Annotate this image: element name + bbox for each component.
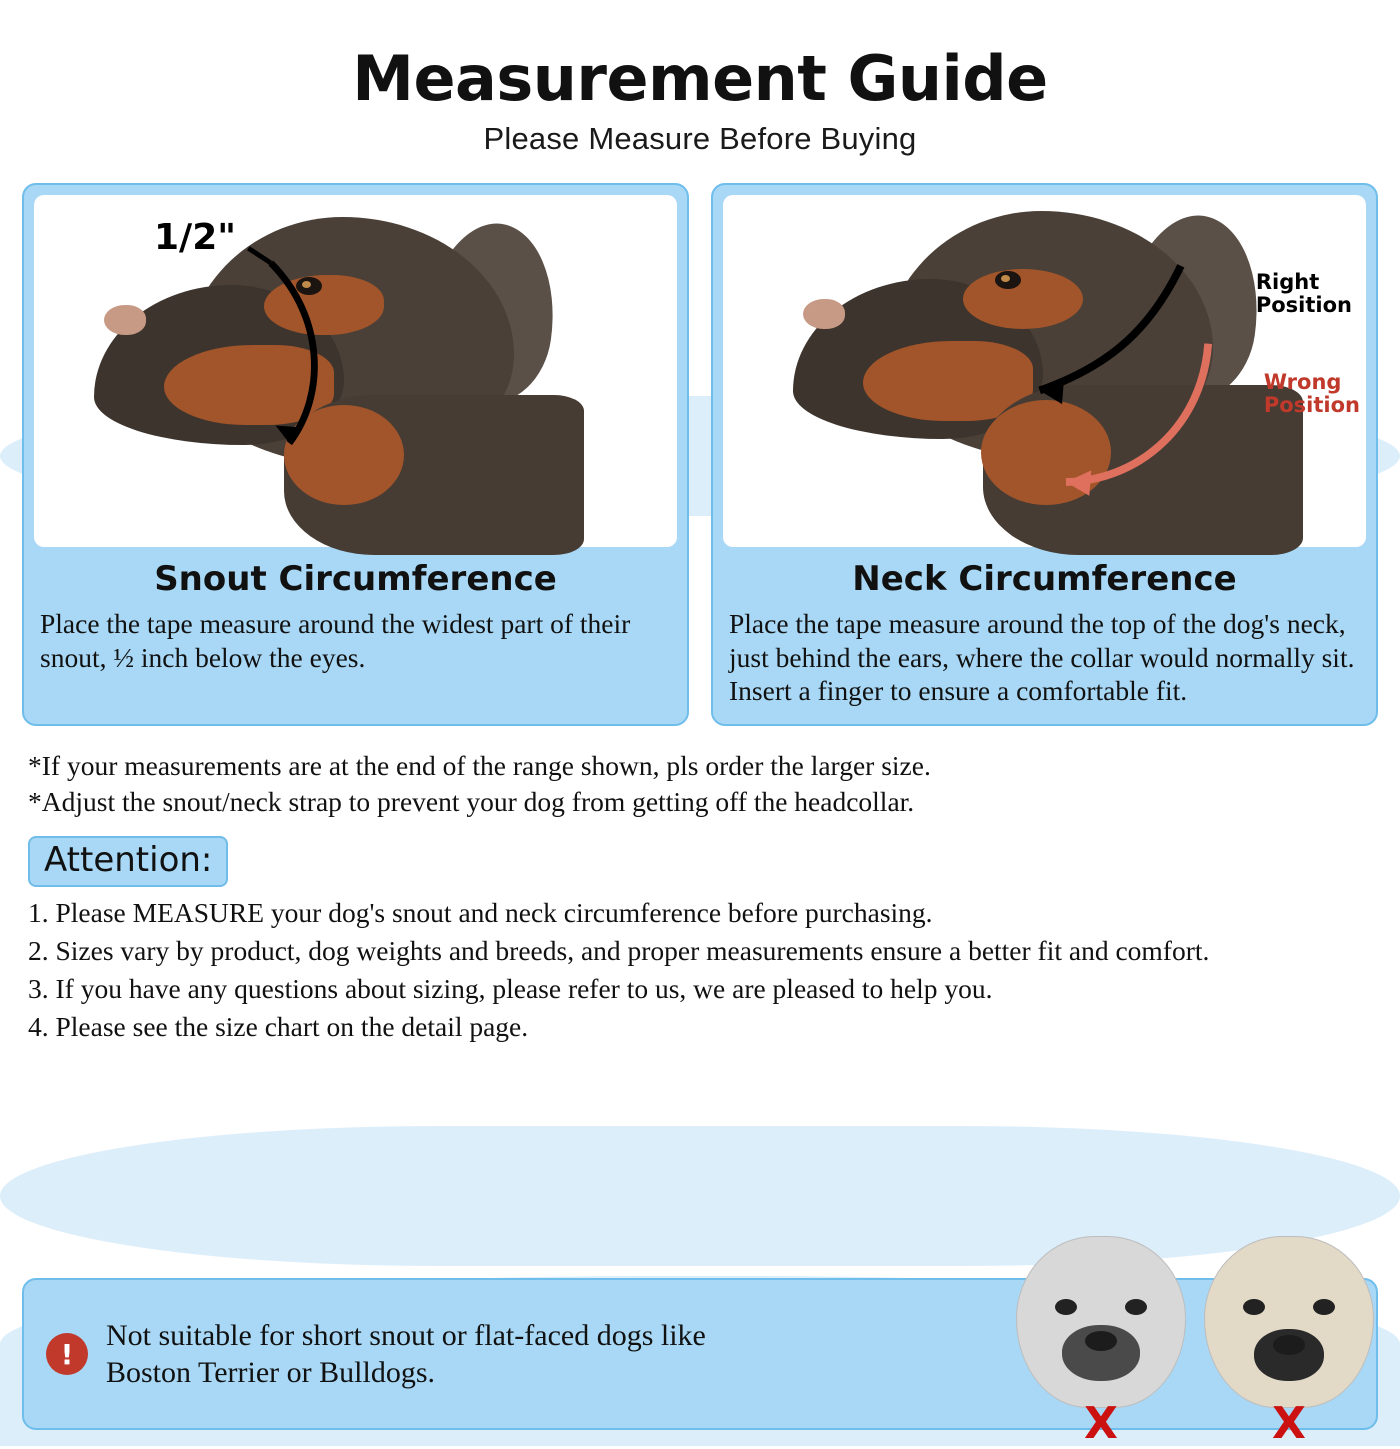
pug-snout (1254, 1329, 1324, 1381)
pug-face (1204, 1236, 1374, 1408)
bulldog-x-mark: X (1084, 1398, 1118, 1449)
measurement-cards (22, 183, 1378, 726)
snout-illustration (34, 195, 677, 547)
note-item: *If your measurements are at the end of the range shown, pls order the larger size. (28, 749, 931, 781)
pug-x-mark: X (1272, 1398, 1306, 1449)
snout-half-inch-label: 1/2" (154, 217, 237, 259)
warning-text: Not suitable for short snout or flat-faced dogs like Boston Terrier or Bulldogs. (106, 1318, 706, 1389)
attention-item: 4. Please see the size chart on the detail page. (28, 1010, 529, 1042)
measurement-guide-page (0, 42, 1400, 1449)
wrong-position-line1: Wrong (1263, 370, 1342, 395)
card-neck-circumference (711, 183, 1378, 726)
attention-item: 1. Please MEASURE your dog's snout and neck circumference before purchasing. (28, 897, 933, 929)
bulldog-eye (1125, 1299, 1147, 1315)
card-heading-neck: Neck Circumference (852, 559, 1237, 600)
page-title: Measurement Guide (352, 42, 1048, 115)
card-body-neck: Place the tape measure around the top of the dog's neck, just behind the ears, where the collar would normally sit. Insert a finger to ensure a comfortable fit. (729, 608, 1355, 707)
unsuitable-breeds (1016, 1231, 1374, 1449)
content-area (0, 42, 1400, 1044)
bulldog-snout (1062, 1325, 1140, 1381)
right-position-label (1256, 271, 1352, 317)
dog-profile-image-snout (34, 195, 677, 547)
breed-pug (1204, 1231, 1374, 1449)
breed-bulldog (1016, 1231, 1186, 1449)
notes-section (22, 748, 1378, 821)
snout-measure-arrow (34, 195, 677, 547)
bulldog-face (1016, 1236, 1186, 1408)
attention-item: 3. If you have any questions about sizing, please refer to us, we are pleased to help you. (28, 972, 993, 1004)
attention-section (22, 836, 1378, 1044)
attention-list (28, 895, 1378, 1044)
exclamation-icon: ! (46, 1333, 88, 1375)
right-position-line1: Right (1255, 270, 1320, 295)
page-subtitle: Please Measure Before Buying (483, 121, 917, 157)
pug-eye (1313, 1299, 1335, 1315)
note-item: *Adjust the snout/neck strap to prevent your dog from getting off the headcollar. (28, 786, 915, 818)
right-position-line2: Position (1255, 293, 1352, 318)
card-snout-circumference (22, 183, 689, 726)
bulldog-eye (1055, 1299, 1077, 1315)
card-heading-snout: Snout Circumference (154, 559, 557, 600)
attention-title: Attention: (28, 836, 228, 887)
wrong-position-label (1264, 371, 1360, 417)
wrong-position-line2: Position (1263, 393, 1360, 418)
card-body-snout: Place the tape measure around the widest part of their snout, ½ inch below the eyes. (40, 608, 631, 673)
neck-illustration (723, 195, 1366, 547)
pug-eye (1243, 1299, 1265, 1315)
attention-item: 2. Sizes vary by product, dog weights and breeds, and proper measurements ensure a better fit and comfort. (28, 935, 1210, 967)
